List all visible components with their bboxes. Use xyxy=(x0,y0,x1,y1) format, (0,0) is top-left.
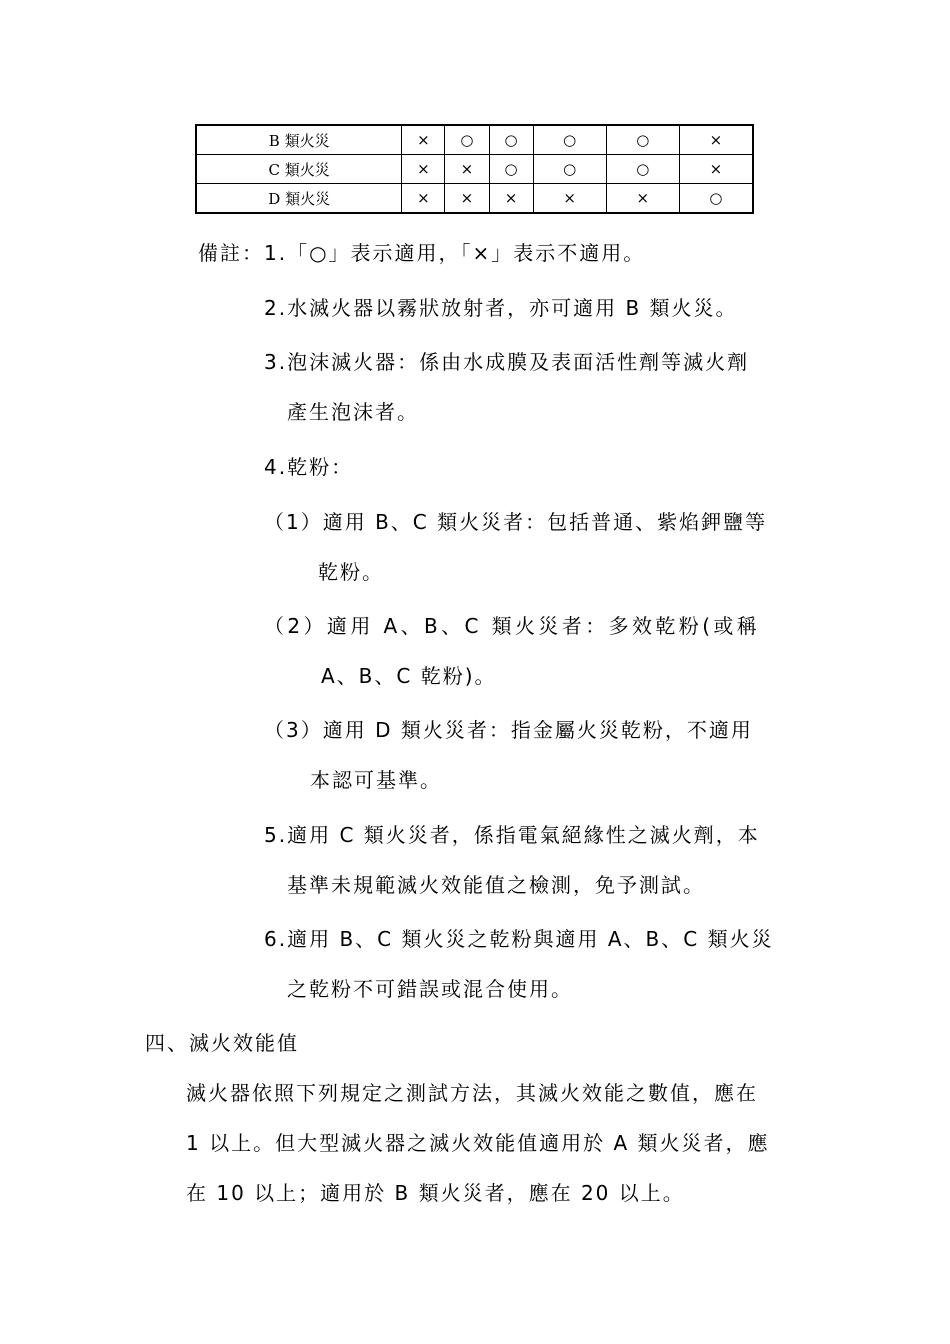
row-label: D 類火災 xyxy=(196,184,402,214)
section-heading: 四、滅火效能值 xyxy=(145,1031,299,1055)
note-4-3: （3）適用 D 類火災者：指金屬火災乾粉，不適用 xyxy=(264,718,753,742)
note-6-cont: 之乾粉不可錯誤或混合使用。 xyxy=(287,977,573,1001)
row-label: B 類火災 xyxy=(196,125,402,155)
table-row xyxy=(196,184,753,214)
note-4-2-cont: A、B、C 乾粉)。 xyxy=(321,664,497,688)
section-paragraph-line: 滅火器依照下列規定之測試方法，其滅火效能之數值，應在 xyxy=(186,1081,758,1105)
mark-cell: ○ xyxy=(489,125,533,155)
note-5-cont: 基準未規範滅火效能值之檢測，免予測試。 xyxy=(287,873,705,897)
mark-cell: × xyxy=(445,184,489,214)
mark-cell: ○ xyxy=(679,184,753,214)
mark-cell: × xyxy=(489,184,533,214)
note-3-cont: 產生泡沫者。 xyxy=(287,400,419,424)
row-label: C 類火災 xyxy=(196,155,402,184)
note-4-1-cont: 乾粉。 xyxy=(318,560,384,584)
mark-cell: × xyxy=(533,184,606,214)
note-1: 備註：1.「○」表示適用，「×」表示不適用。 xyxy=(198,241,646,265)
suitability-table xyxy=(195,124,754,214)
note-3: 3.泡沫滅火器：係由水成膜及表面活性劑等滅火劑 xyxy=(264,350,750,374)
mark-cell: ○ xyxy=(533,155,606,184)
mark-cell: × xyxy=(679,125,753,155)
section-paragraph-line: 在 10 以上；適用於 B 類火災者，應在 20 以上。 xyxy=(186,1181,685,1205)
note-4-2: （2）適用 A、B、C 類火災者：多效乾粉(或稱 xyxy=(264,614,761,638)
note-4: 4.乾粉： xyxy=(264,455,354,479)
note-5: 5.適用 C 類火災者，係指電氣絕緣性之滅火劑，本 xyxy=(264,823,760,847)
mark-cell: × xyxy=(679,155,753,184)
mark-cell: × xyxy=(445,155,489,184)
mark-cell: ○ xyxy=(445,125,489,155)
mark-cell: ○ xyxy=(606,125,679,155)
table-row xyxy=(196,155,753,184)
note-4-3-cont: 本認可基準。 xyxy=(310,768,442,792)
note-4-1: （1）適用 B、C 類火災者：包括普通、紫焰鉀鹽等 xyxy=(264,510,768,534)
table-row xyxy=(196,125,753,155)
mark-cell: ○ xyxy=(533,125,606,155)
mark-cell: × xyxy=(606,184,679,214)
section-paragraph-line: 1 以上。但大型滅火器之滅火效能值適用於 A 類火災者，應 xyxy=(186,1131,770,1155)
note-2: 2.水滅火器以霧狀放射者，亦可適用 B 類火災。 xyxy=(264,296,738,320)
mark-cell: × xyxy=(402,125,445,155)
mark-cell: ○ xyxy=(489,155,533,184)
mark-cell: × xyxy=(402,184,445,214)
note-6: 6.適用 B、C 類火災之乾粉與適用 A、B、C 類火災 xyxy=(264,927,774,951)
mark-cell: ○ xyxy=(606,155,679,184)
mark-cell: × xyxy=(402,155,445,184)
